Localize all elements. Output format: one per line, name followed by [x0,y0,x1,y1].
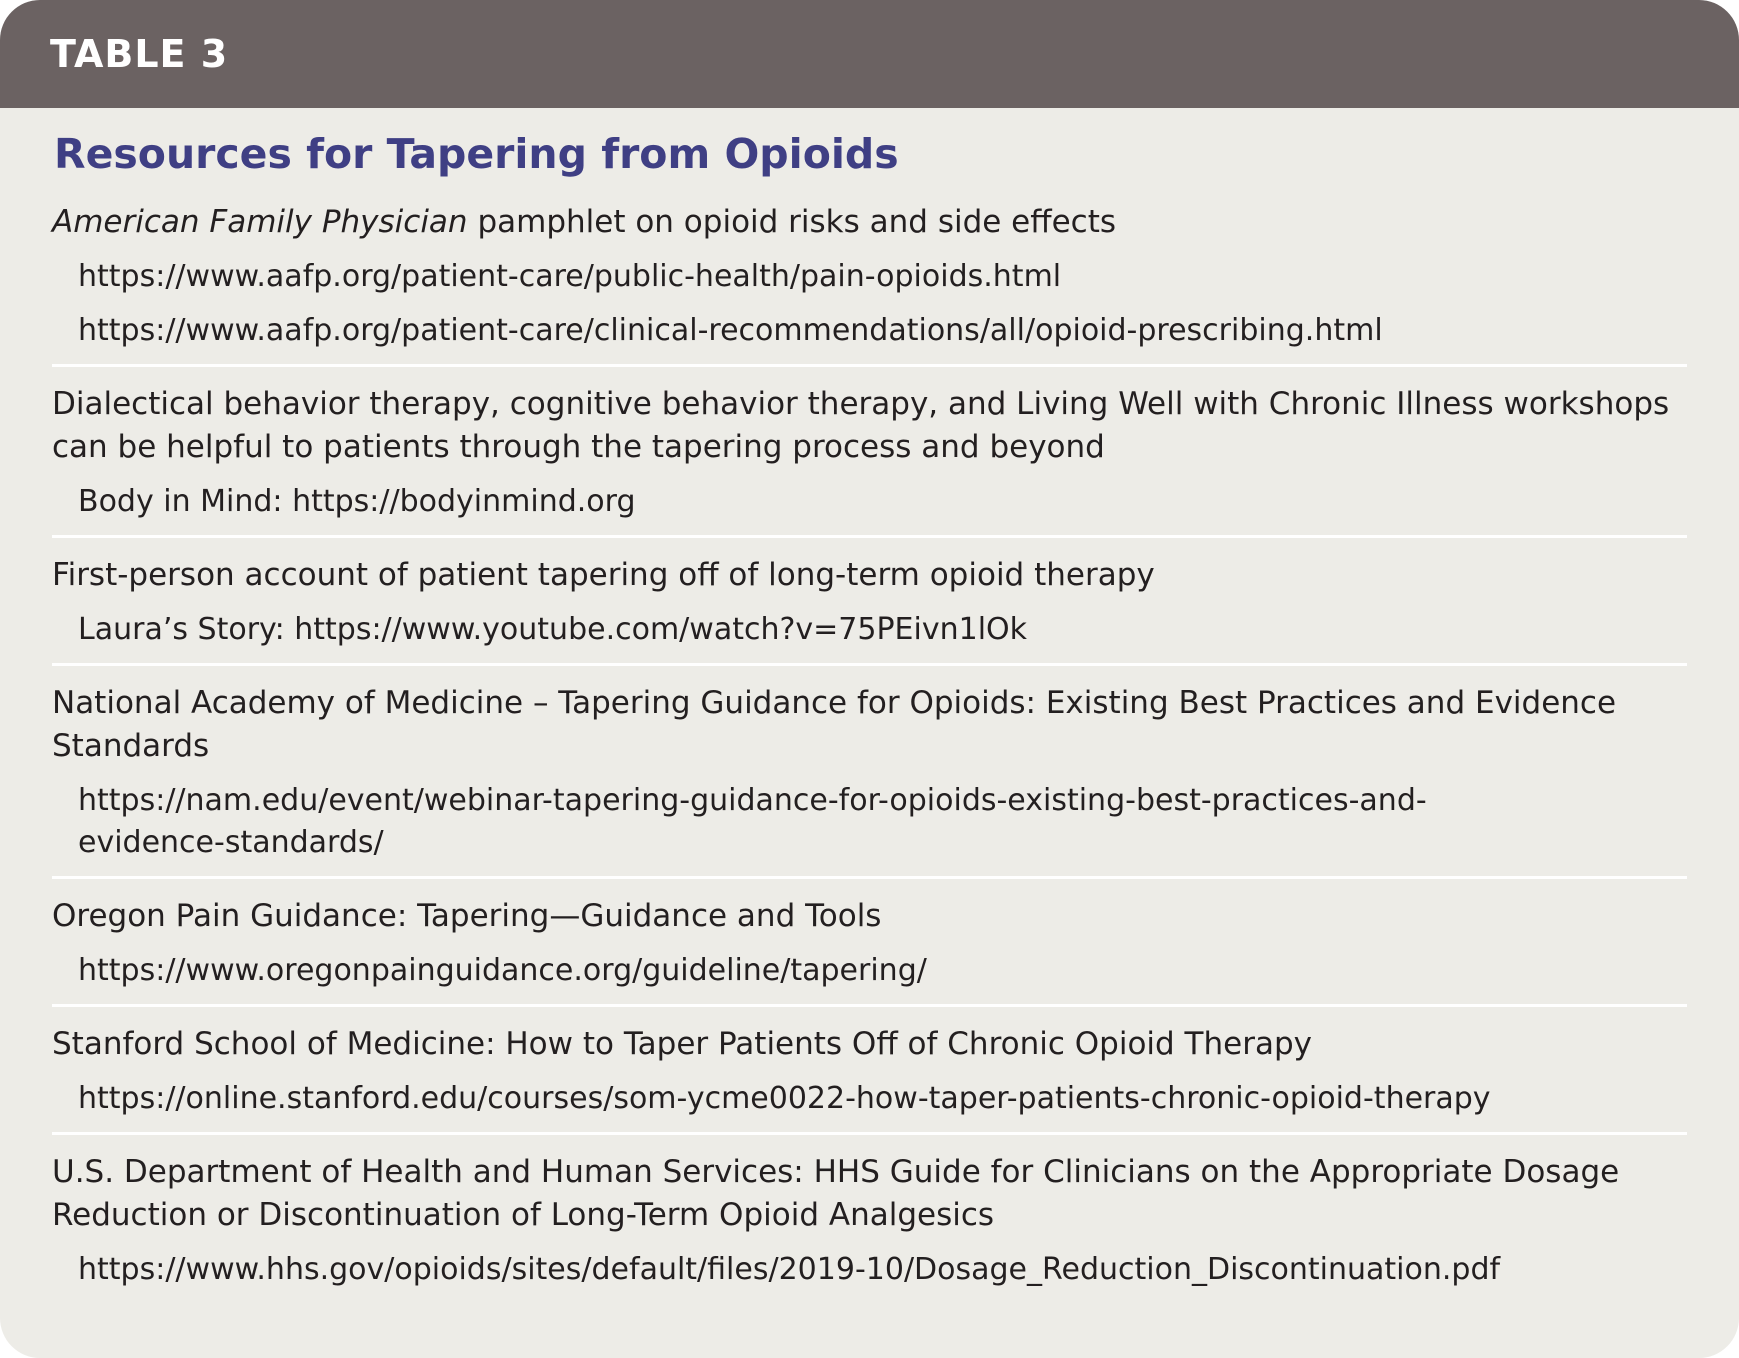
resource-link[interactable]: https://www.hhs.gov/opioids/sites/default/files/2019-10/Dosage_Reduction_Discontinuation.pdf [78,1252,1501,1288]
resource-entry [52,663,1687,876]
resource-entry [52,876,1687,1004]
table-number-label: TABLE 3 [50,32,229,76]
resource-description: U.S. Department of Health and Human Services: HHS Guide for Clinicians on the Appropriate Dosage Reduction or Discontinuation of Long-Term Opioid Analgesics [52,1154,1620,1234]
resource-link[interactable]: Laura’s Story: https://www.youtube.com/watch?v=75PEivn1lOk [78,612,1028,648]
resource-description: National Academy of Medicine – Tapering Guidance for Opioids: Existing Best Practices and Evidence Standards [52,685,1617,765]
resource-link[interactable]: https://www.oregonpainguidance.org/guideline/tapering/ [78,953,927,989]
resource-entry [52,1004,1687,1132]
resource-entry [52,193,1687,364]
resource-link[interactable]: https://nam.edu/event/webinar-tapering-guidance-for-opioids-existing-best-practices-and-evidence-standards/ [78,783,1427,861]
resource-description: First-person account of patient tapering off of long-term opioid therapy [52,557,1155,594]
table-title: Resources for Tapering from Opioids [54,130,899,178]
resource-entry [52,535,1687,663]
resource-description: Oregon Pain Guidance: Tapering—Guidance and Tools [52,898,882,935]
resource-description [52,201,1687,244]
resource-link[interactable]: Body in Mind: https://bodyinmind.org [78,484,636,520]
table-content [0,108,1739,1303]
resource-description-text: pamphlet on opioid risks and side effects [467,204,1117,241]
resource-entry [52,364,1687,535]
resource-link[interactable]: https://www.aafp.org/patient-care/clinical-recommendations/all/opioid-prescribing.html [78,313,1383,349]
resource-entry [52,1132,1687,1303]
table-header-bar [0,0,1739,108]
publication-name: American Family Physician [52,204,468,241]
resource-description: Dialectical behavior therapy, cognitive behavior therapy, and Living Well with Chronic Illness workshops can be helpful to patients through the tapering process and beyond [52,386,1670,466]
resource-description: Stanford School of Medicine: How to Taper Patients Off of Chronic Opioid Therapy [52,1026,1312,1063]
resource-link[interactable]: https://www.aafp.org/patient-care/public-health/pain-opioids.html [78,259,1062,295]
resource-link[interactable]: https://online.stanford.edu/courses/som-ycme0022-how-taper-patients-chronic-opioid-therapy [78,1081,1491,1117]
